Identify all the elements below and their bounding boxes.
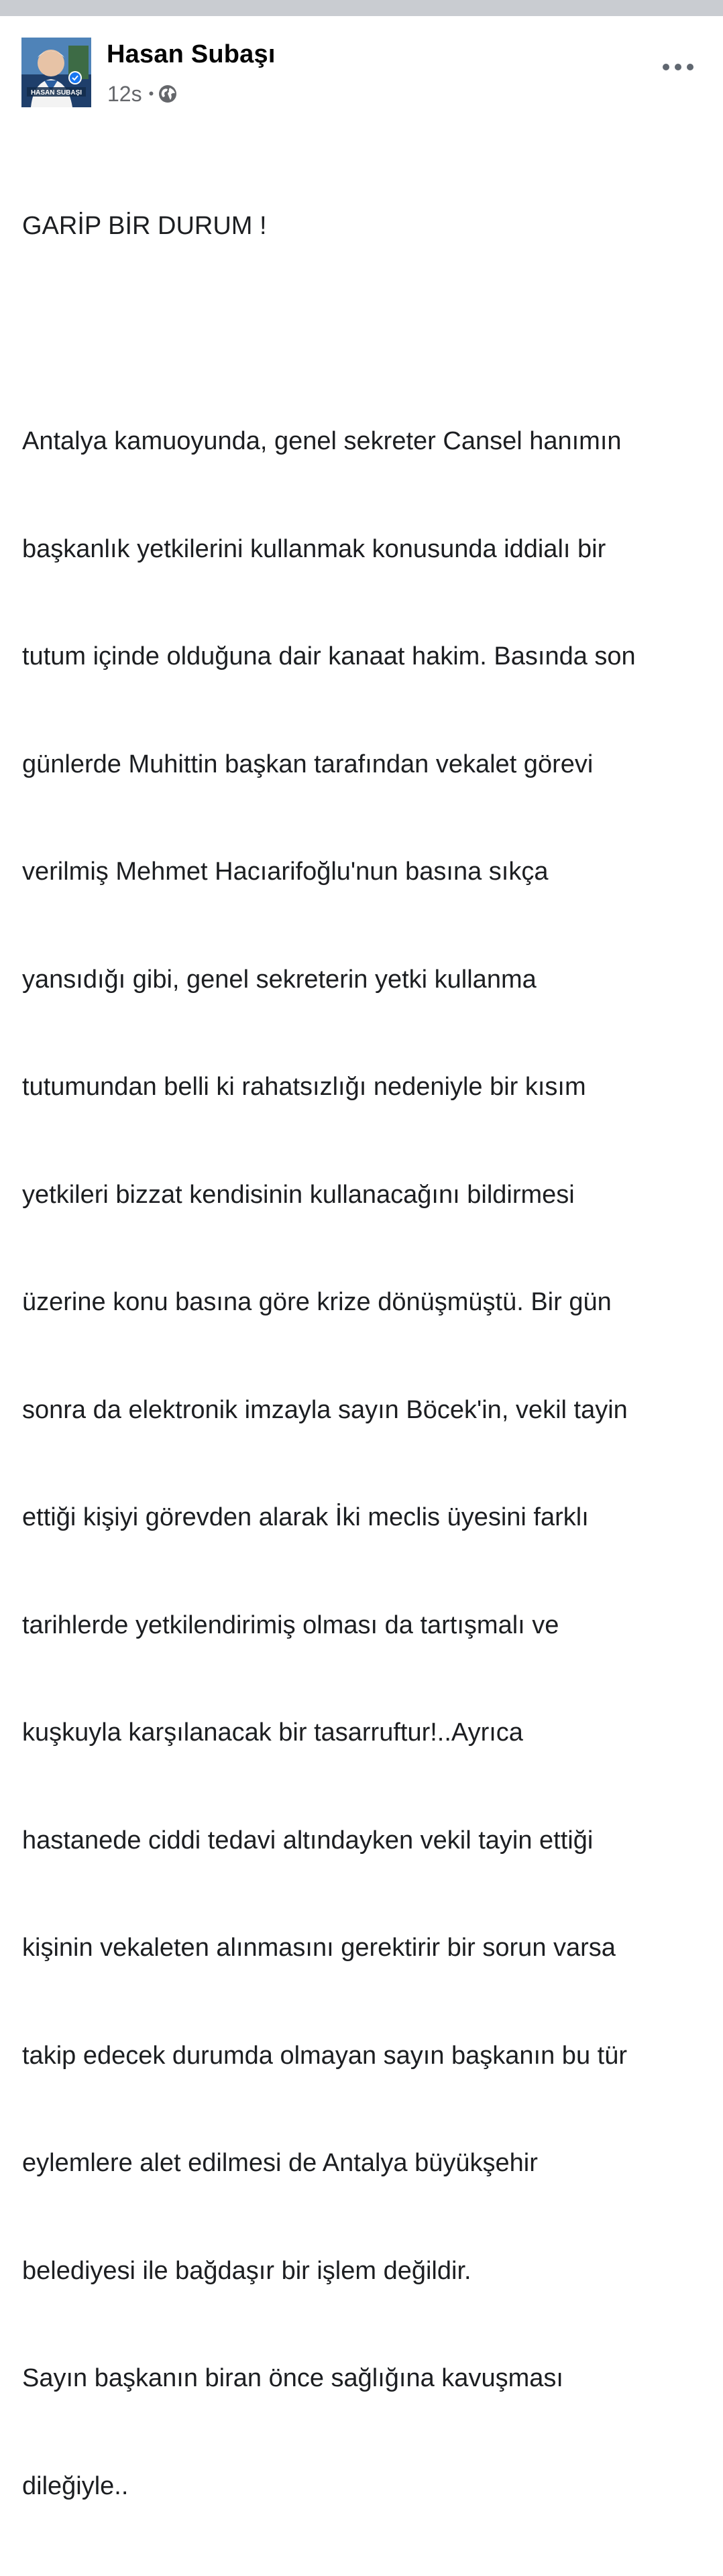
post-line: ettiği kişiyi görevden alarak İki meclis üyesini farklı <box>22 1503 589 1531</box>
author-name[interactable]: Hasan Subaşı <box>107 40 276 68</box>
post-line: yansıdığı gibi, genel sekreterin yetki kullanma <box>22 965 537 994</box>
meta-separator: • <box>148 85 154 102</box>
post-line: sonra da elektronik imzayla sayın Böcek'in, vekil tayin <box>22 1395 628 1424</box>
post-line: belediyesi ile bağdaşır bir işlem değildir. <box>22 2256 471 2285</box>
post-text <box>22 137 713 2576</box>
post-title: GARİP BİR DURUM ! <box>22 212 267 240</box>
more-options-button[interactable] <box>663 60 693 74</box>
globe-icon[interactable] <box>158 84 178 104</box>
post-line: üzerine konu basına göre krize dönüşmüştü. Bir gün <box>22 1288 612 1316</box>
post-line: hastanede ciddi tedavi altındayken vekil tayin ettiği <box>22 1826 594 1855</box>
post-line: yetkileri bizzat kendisinin kullanacağını bildirmesi <box>22 1180 575 1209</box>
post-line: tarihlerde yetkilendirimiş olması da tartışmalı ve <box>22 1611 559 1639</box>
post-meta <box>107 79 178 109</box>
post-line: günlerde Muhittin başkan tarafından vekalet görevi <box>22 750 594 778</box>
post-line: takip edecek durumda olmayan sayın başkanın bu tür <box>22 2041 627 2070</box>
avatar-lettering: HASAN SUBAŞI <box>30 89 82 97</box>
author-avatar[interactable] <box>21 38 91 107</box>
post-line: eylemlere alet edilmesi de Antalya büyükşehir <box>22 2149 538 2177</box>
post-line: başkanlık yetkilerini kullanmak konusunda iddialı bir <box>22 534 606 563</box>
post-line: verilmiş Mehmet Hacıarifoğlu'nun basına sıkça <box>22 858 549 886</box>
post-line: Sayın başkanın biran önce sağlığına kavuşması <box>22 2364 563 2392</box>
avatar-image <box>21 38 91 107</box>
top-divider-strip <box>0 0 723 16</box>
post-line: dileğiyle.. <box>22 2471 129 2500</box>
more-dot-icon <box>675 64 681 70</box>
post-line: Antalya kamuoyunda, genel sekreter Cansel hanımın <box>22 427 622 455</box>
post-line: tutum içinde olduğuna dair kanaat hakim. Basında son <box>22 642 636 670</box>
post-line: tutumundan belli ki rahatsızlığı nedeniyle bir kısım <box>22 1073 586 1101</box>
facebook-post <box>0 16 723 2500</box>
more-dot-icon <box>687 64 693 70</box>
post-line: kişinin vekaleten alınmasını gerektirir bir sorun varsa <box>22 1934 616 1962</box>
post-line: kuşkuyla karşılanacak bir tasarruftur!..Ayrıca <box>22 1718 523 1747</box>
post-header <box>21 38 702 111</box>
more-dot-icon <box>663 64 669 70</box>
verified-badge-icon <box>70 72 80 83</box>
paragraph-gap <box>22 316 713 353</box>
post-timestamp[interactable]: 12s <box>107 81 142 106</box>
